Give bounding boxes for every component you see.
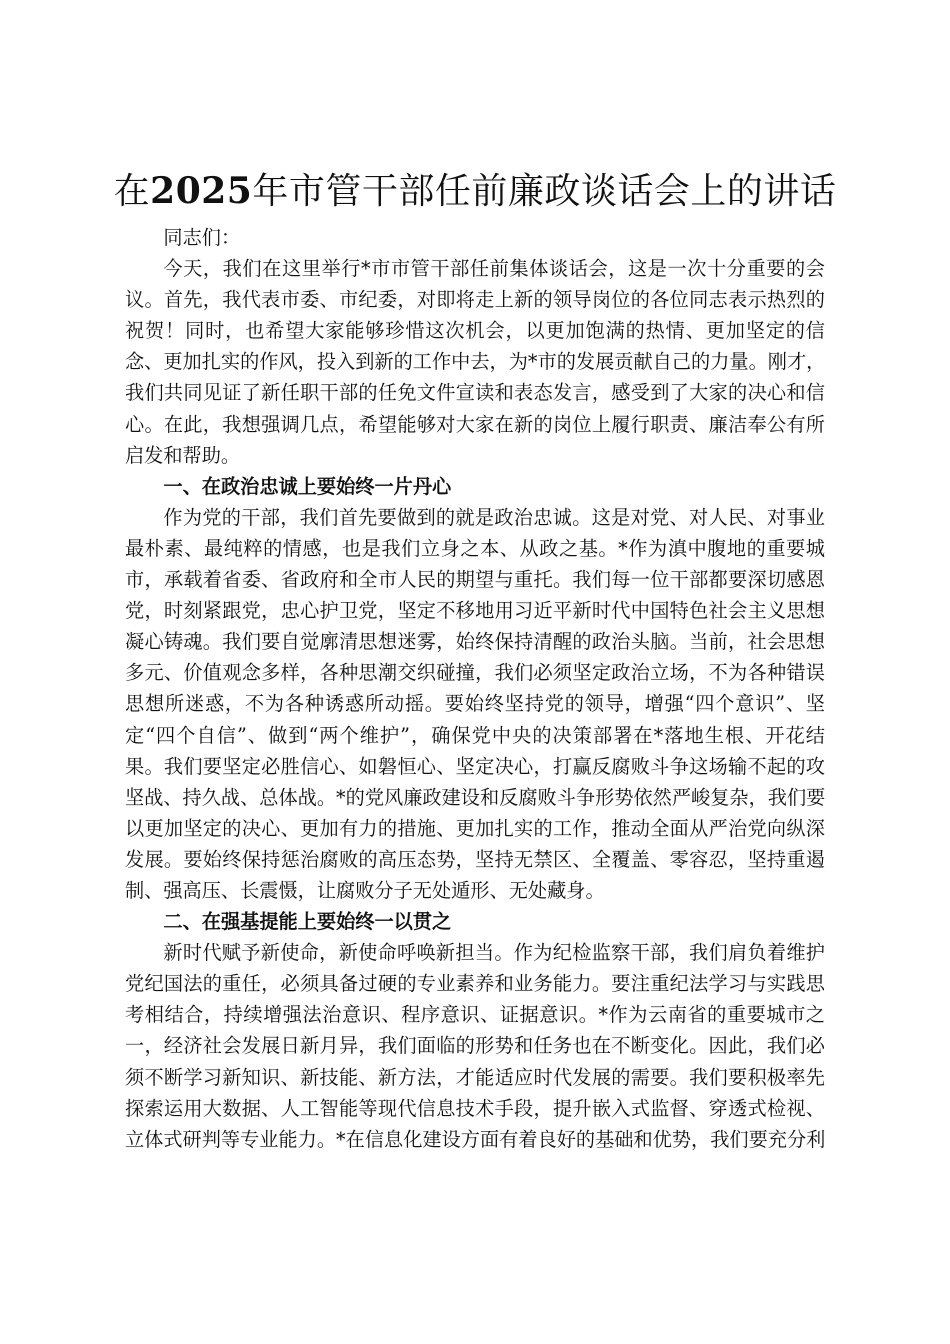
text-line: 坚战、持久战、总体战。*的党风廉政建设和反腐败斗争形势依然严峻复杂，我们要 <box>125 785 826 809</box>
text-line: 祝贺！同时，也希望大家能够珍惜这次机会，以更加饱满的热情、更加坚定的信 <box>125 319 825 343</box>
text-line: 以更加坚定的决心、更加有力的措施、更加扎实的工作，推动全面从严治党向纵深 <box>125 816 825 840</box>
text-line: 议。首先，我代表市委、市纪委，对即将走上新的领导岗位的各位同志表示热烈的 <box>125 288 825 312</box>
text-line: 党，时刻紧跟党，忠心护卫党，坚定不移地用习近平新时代中国特色社会主义思想 <box>125 599 825 623</box>
section-heading-1: 一、在政治忠诚上要始终一片丹心 <box>163 474 452 498</box>
text-line: 果。我们要坚定必胜信心、如磐恒心、坚定决心，打赢反腐败斗争这场输不起的攻 <box>125 754 825 778</box>
text-line: 今天，我们在这里举行*市市管干部任前集体谈话会，这是一次十分重要的会 <box>163 257 825 281</box>
text-line: 思想所迷惑，不为各种诱惑所动摇。要始终坚持党的领导，增强“四个意识”、坚 <box>125 692 825 716</box>
text-line: 探索运用大数据、人工智能等现代信息技术手段，提升嵌入式监督、穿透式检视、 <box>125 1096 825 1120</box>
text-line: 党纪国法的重任，必须具备过硬的专业素养和业务能力。要注重纪法学习与实践思 <box>125 972 825 996</box>
text-line: 新时代赋予新使命，新使命呼唤新担当。作为纪检监察干部，我们肩负着维护 <box>163 941 825 965</box>
text-line: 发展。要始终保持惩治腐败的高压态势，坚持无禁区、全覆盖、零容忍，坚持重遏 <box>125 847 825 871</box>
section2-paragraph <box>125 937 825 1155</box>
section1-paragraph <box>125 502 825 906</box>
title-year: 2025 <box>150 170 253 212</box>
intro-paragraph <box>125 253 825 471</box>
section-heading-2: 二、在强基提能上要始终一以贯之 <box>163 910 452 934</box>
text-line: 最朴素、最纯粹的情感，也是我们立身之本、从政之基。*作为滇中腹地的重要城 <box>125 536 825 560</box>
text-line: 启发和帮助。 <box>125 443 241 467</box>
document-body <box>125 222 825 1155</box>
text-line: 凝心铸魂。我们要自觉廓清思想迷雾，始终保持清醒的政治头脑。当前，社会思想 <box>125 630 825 654</box>
text-line: 念、更加扎实的作风，投入到新的工作中去，为*市的发展贡献自己的力量。刚才， <box>125 350 826 374</box>
title-suffix: 年市管干部任前廉政谈话会上的讲话 <box>252 171 837 212</box>
text-line: 心。在此，我想强调几点，希望能够对大家在新的岗位上履行职责、廉洁奉公有所 <box>125 412 825 436</box>
text-line: 考相结合，持续增强法治意识、程序意识、证据意识。*作为云南省的重要城市之 <box>125 1003 825 1027</box>
text-line: 制、强高压、长震慑，让腐败分子无处遁形、无处藏身。 <box>125 878 605 902</box>
text-line: 须不断学习新知识、新技能、新方法，才能适应时代发展的需要。我们要积极率先 <box>125 1065 825 1089</box>
page-title <box>0 168 950 215</box>
text-line: 定“四个自信”、做到“两个维护”，确保党中央的决策部署在*落地生根、开花结 <box>125 723 825 747</box>
salutation: 同志们： <box>163 226 241 249</box>
text-line: 多元、价值观念多样，各种思潮交织碰撞，我们必须坚定政治立场，不为各种错误 <box>125 661 825 685</box>
text-line: 市，承载着省委、省政府和全市人民的期望与重托。我们每一位干部都要深切感恩 <box>125 568 825 592</box>
text-line: 一，经济社会发展日新月异，我们面临的形势和任务也在不断变化。因此，我们必 <box>125 1034 825 1058</box>
text-line: 我们共同见证了新任职干部的任免文件宣读和表态发言，感受到了大家的决心和信 <box>125 381 825 405</box>
title-prefix: 在 <box>113 171 151 212</box>
text-line: 立体式研判等专业能力。*在信息化建设方面有着良好的基础和优势，我们要充分利 <box>125 1127 826 1151</box>
text-line: 作为党的干部，我们首先要做到的就是政治忠诚。这是对党、对人民、对事业 <box>163 505 825 529</box>
